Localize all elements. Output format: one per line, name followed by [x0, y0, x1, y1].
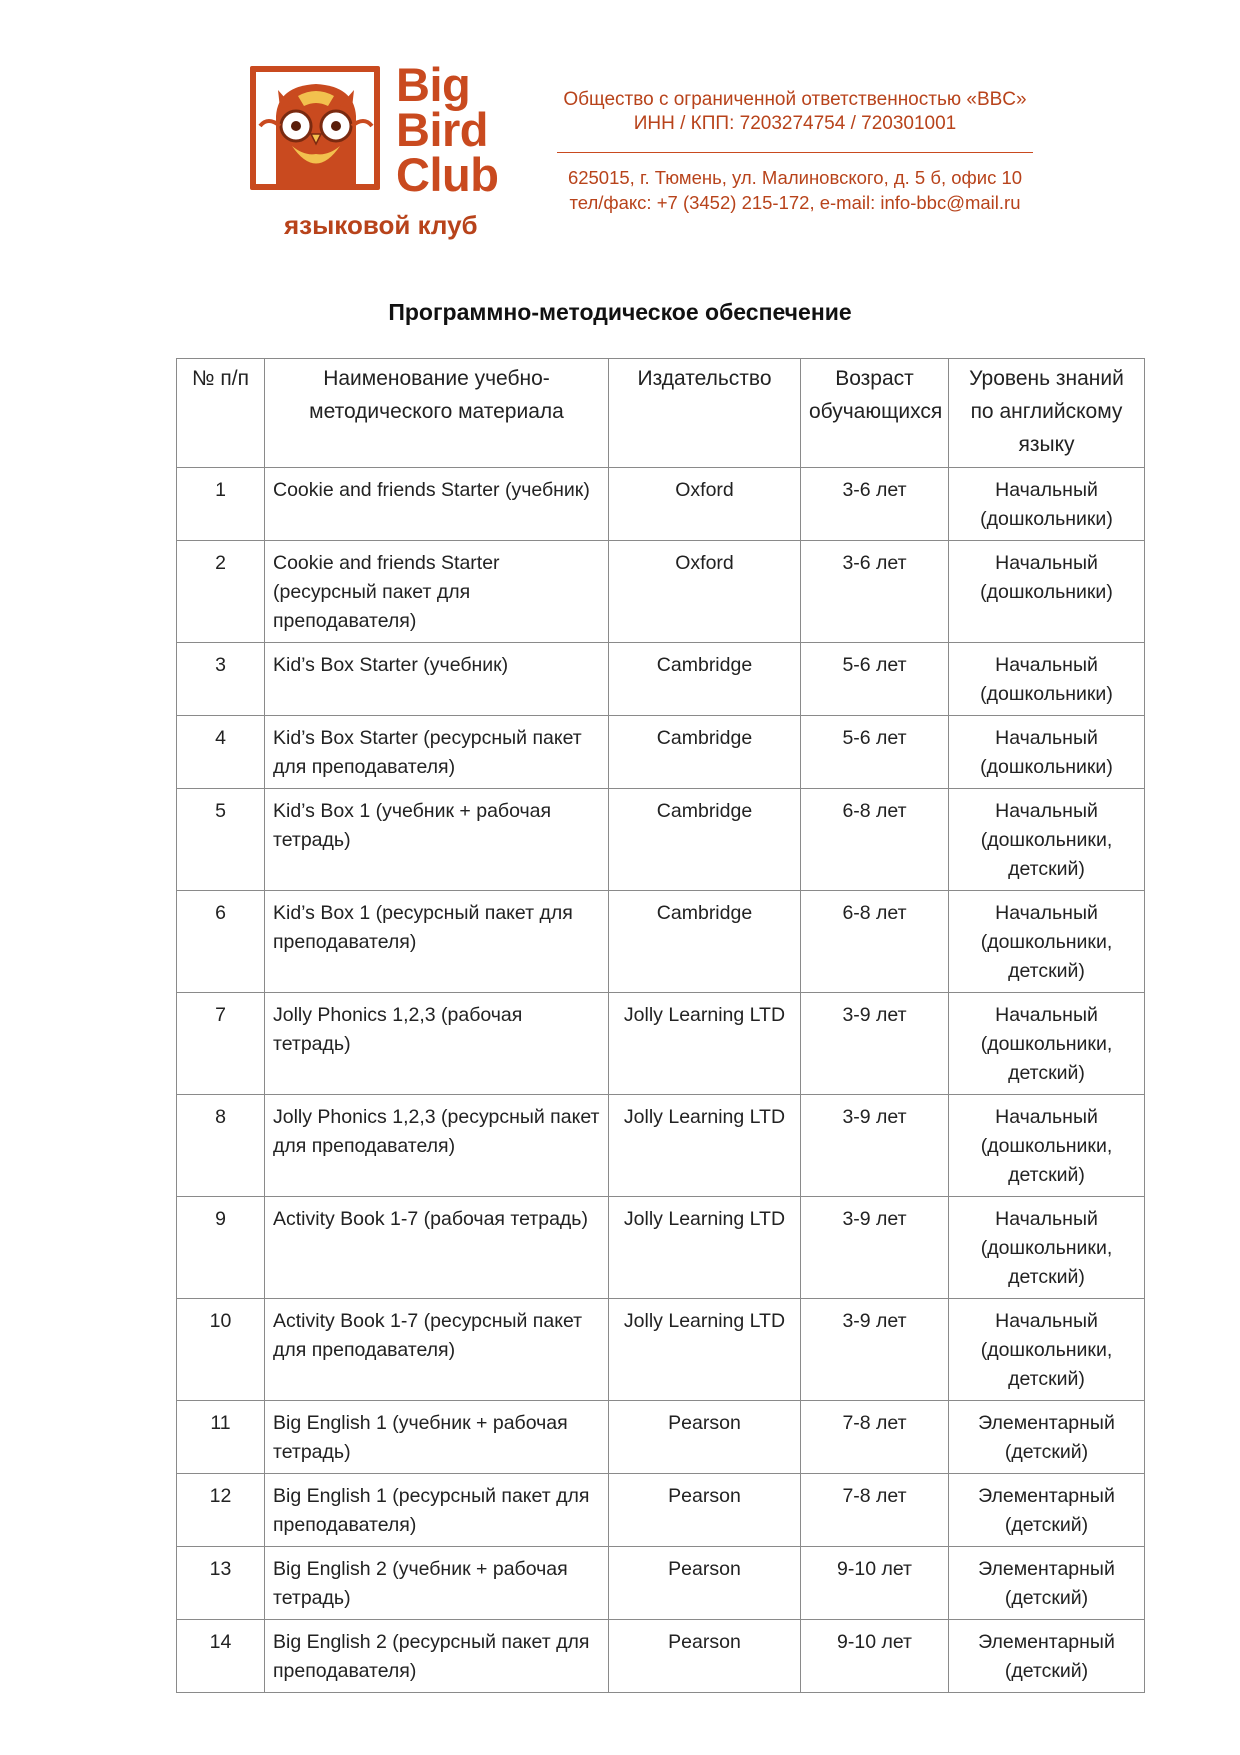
- company-address: 625015, г. Тюмень, ул. Малиновского, д. 5 б, офис 10: [567, 167, 1023, 188]
- cell-name: Kid’s Box 1 (учебник + рабочая тетрадь): [265, 789, 609, 891]
- table-row: [177, 789, 1145, 891]
- cell-age: 3-9 лет: [801, 1197, 949, 1299]
- cell-level: Начальный (дошкольники): [949, 541, 1145, 643]
- company-contacts: тел/факс: +7 (3452) 215-172, e-mail: info-bbc@mail.ru: [569, 192, 1021, 213]
- table-row: [177, 468, 1145, 541]
- company-info: [555, 88, 1035, 215]
- cell-name: Kid’s Box Starter (ресурсный пакет для преподавателя): [265, 716, 609, 789]
- cell-level: Начальный (дошкольники, детский): [949, 1095, 1145, 1197]
- cell-publisher: Jolly Learning LTD: [609, 1197, 801, 1299]
- cell-name: Kid’s Box 1 (ресурсный пакет для преподавателя): [265, 891, 609, 993]
- cell-publisher: Pearson: [609, 1547, 801, 1620]
- cell-level: Начальный (дошкольники, детский): [949, 891, 1145, 993]
- cell-name: Activity Book 1-7 (ресурсный пакет для преподавателя): [265, 1299, 609, 1401]
- cell-publisher: Cambridge: [609, 716, 801, 789]
- cell-age: 5-6 лет: [801, 643, 949, 716]
- cell-age: 5-6 лет: [801, 716, 949, 789]
- table-header-row: [177, 359, 1145, 468]
- cell-num: 2: [177, 541, 265, 643]
- owl-icon: [258, 76, 374, 186]
- cell-level: Начальный (дошкольники): [949, 716, 1145, 789]
- logo: [250, 58, 520, 242]
- cell-name: Big English 1 (ресурсный пакет для преподавателя): [265, 1474, 609, 1547]
- table-row: [177, 716, 1145, 789]
- cell-level: Начальный (дошкольники, детский): [949, 1197, 1145, 1299]
- cell-age: 7-8 лет: [801, 1401, 949, 1474]
- cell-level: Начальный (дошкольники): [949, 643, 1145, 716]
- cell-num: 7: [177, 993, 265, 1095]
- brand-name: [396, 58, 526, 201]
- brand-line: Club: [396, 148, 499, 201]
- cell-age: 3-6 лет: [801, 468, 949, 541]
- cell-num: 12: [177, 1474, 265, 1547]
- cell-publisher: Oxford: [609, 541, 801, 643]
- cell-num: 13: [177, 1547, 265, 1620]
- cell-publisher: Oxford: [609, 468, 801, 541]
- cell-level: Начальный (дошкольники, детский): [949, 789, 1145, 891]
- cell-level: Элементарный (детский): [949, 1474, 1145, 1547]
- table-row: [177, 1197, 1145, 1299]
- cell-age: 3-6 лет: [801, 541, 949, 643]
- cell-age: 6-8 лет: [801, 789, 949, 891]
- cell-age: 3-9 лет: [801, 993, 949, 1095]
- cell-publisher: Jolly Learning LTD: [609, 1299, 801, 1401]
- header-name: Наименование учебно-методического материала: [265, 359, 609, 468]
- cell-age: 9-10 лет: [801, 1547, 949, 1620]
- cell-age: 3-9 лет: [801, 1299, 949, 1401]
- table-row: [177, 1095, 1145, 1197]
- brand-line: Bird: [396, 103, 488, 156]
- cell-level: Начальный (дошкольники, детский): [949, 993, 1145, 1095]
- cell-age: 3-9 лет: [801, 1095, 949, 1197]
- cell-num: 3: [177, 643, 265, 716]
- cell-publisher: Pearson: [609, 1474, 801, 1547]
- cell-name: Big English 2 (учебник + рабочая тетрадь): [265, 1547, 609, 1620]
- table-row: [177, 1401, 1145, 1474]
- cell-level: Элементарный (детский): [949, 1401, 1145, 1474]
- cell-age: 6-8 лет: [801, 891, 949, 993]
- table-row: [177, 643, 1145, 716]
- table-row: [177, 891, 1145, 993]
- cell-name: Cookie and friends Starter (ресурсный пакет для преподавателя): [265, 541, 609, 643]
- header-num: № п/п: [177, 359, 265, 468]
- header-publisher: Издательство: [609, 359, 801, 468]
- cell-level: Элементарный (детский): [949, 1547, 1145, 1620]
- cell-level: Элементарный (детский): [949, 1620, 1145, 1693]
- document-title: Программно-методическое обеспечение: [388, 299, 852, 325]
- cell-publisher: Jolly Learning LTD: [609, 1095, 801, 1197]
- cell-publisher: Cambridge: [609, 891, 801, 993]
- table-row: [177, 1547, 1145, 1620]
- cell-publisher: Jolly Learning LTD: [609, 993, 801, 1095]
- header-age: Возраст обучающихся: [801, 359, 949, 468]
- cell-publisher: Cambridge: [609, 643, 801, 716]
- cell-name: Jolly Phonics 1,2,3 (рабочая тетрадь): [265, 993, 609, 1095]
- cell-publisher: Pearson: [609, 1620, 801, 1693]
- cell-num: 10: [177, 1299, 265, 1401]
- table-row: [177, 1299, 1145, 1401]
- cell-num: 6: [177, 891, 265, 993]
- cell-num: 11: [177, 1401, 265, 1474]
- cell-num: 9: [177, 1197, 265, 1299]
- cell-name: Cookie and friends Starter (учебник): [265, 468, 609, 541]
- cell-num: 1: [177, 468, 265, 541]
- company-name: Общество с ограниченной ответственностью «BBC»: [563, 89, 1027, 110]
- table-row: [177, 541, 1145, 643]
- table-row: [177, 993, 1145, 1095]
- cell-publisher: Cambridge: [609, 789, 801, 891]
- cell-level: Начальный (дошкольники, детский): [949, 1299, 1145, 1401]
- table-row: [177, 1620, 1145, 1693]
- header-level: Уровень знаний по английскому языку: [949, 359, 1145, 468]
- brand-tagline: языковой клуб: [284, 210, 478, 240]
- cell-name: Big English 1 (учебник + рабочая тетрадь): [265, 1401, 609, 1474]
- company-tax-ids: ИНН / КПП: 7203274754 / 720301001: [633, 113, 957, 134]
- cell-num: 4: [177, 716, 265, 789]
- cell-name: Kid’s Box Starter (учебник): [265, 643, 609, 716]
- cell-num: 8: [177, 1095, 265, 1197]
- cell-name: Activity Book 1-7 (рабочая тетрадь): [265, 1197, 609, 1299]
- cell-age: 7-8 лет: [801, 1474, 949, 1547]
- brand-line: Big: [396, 58, 471, 111]
- cell-publisher: Pearson: [609, 1401, 801, 1474]
- cell-num: 14: [177, 1620, 265, 1693]
- table-row: [177, 1474, 1145, 1547]
- cell-num: 5: [177, 789, 265, 891]
- divider: [557, 152, 1033, 153]
- cell-age: 9-10 лет: [801, 1620, 949, 1693]
- materials-table: [176, 358, 1145, 1693]
- cell-level: Начальный (дошкольники): [949, 468, 1145, 541]
- cell-name: Jolly Phonics 1,2,3 (ресурсный пакет для преподавателя): [265, 1095, 609, 1197]
- cell-name: Big English 2 (ресурсный пакет для преподавателя): [265, 1620, 609, 1693]
